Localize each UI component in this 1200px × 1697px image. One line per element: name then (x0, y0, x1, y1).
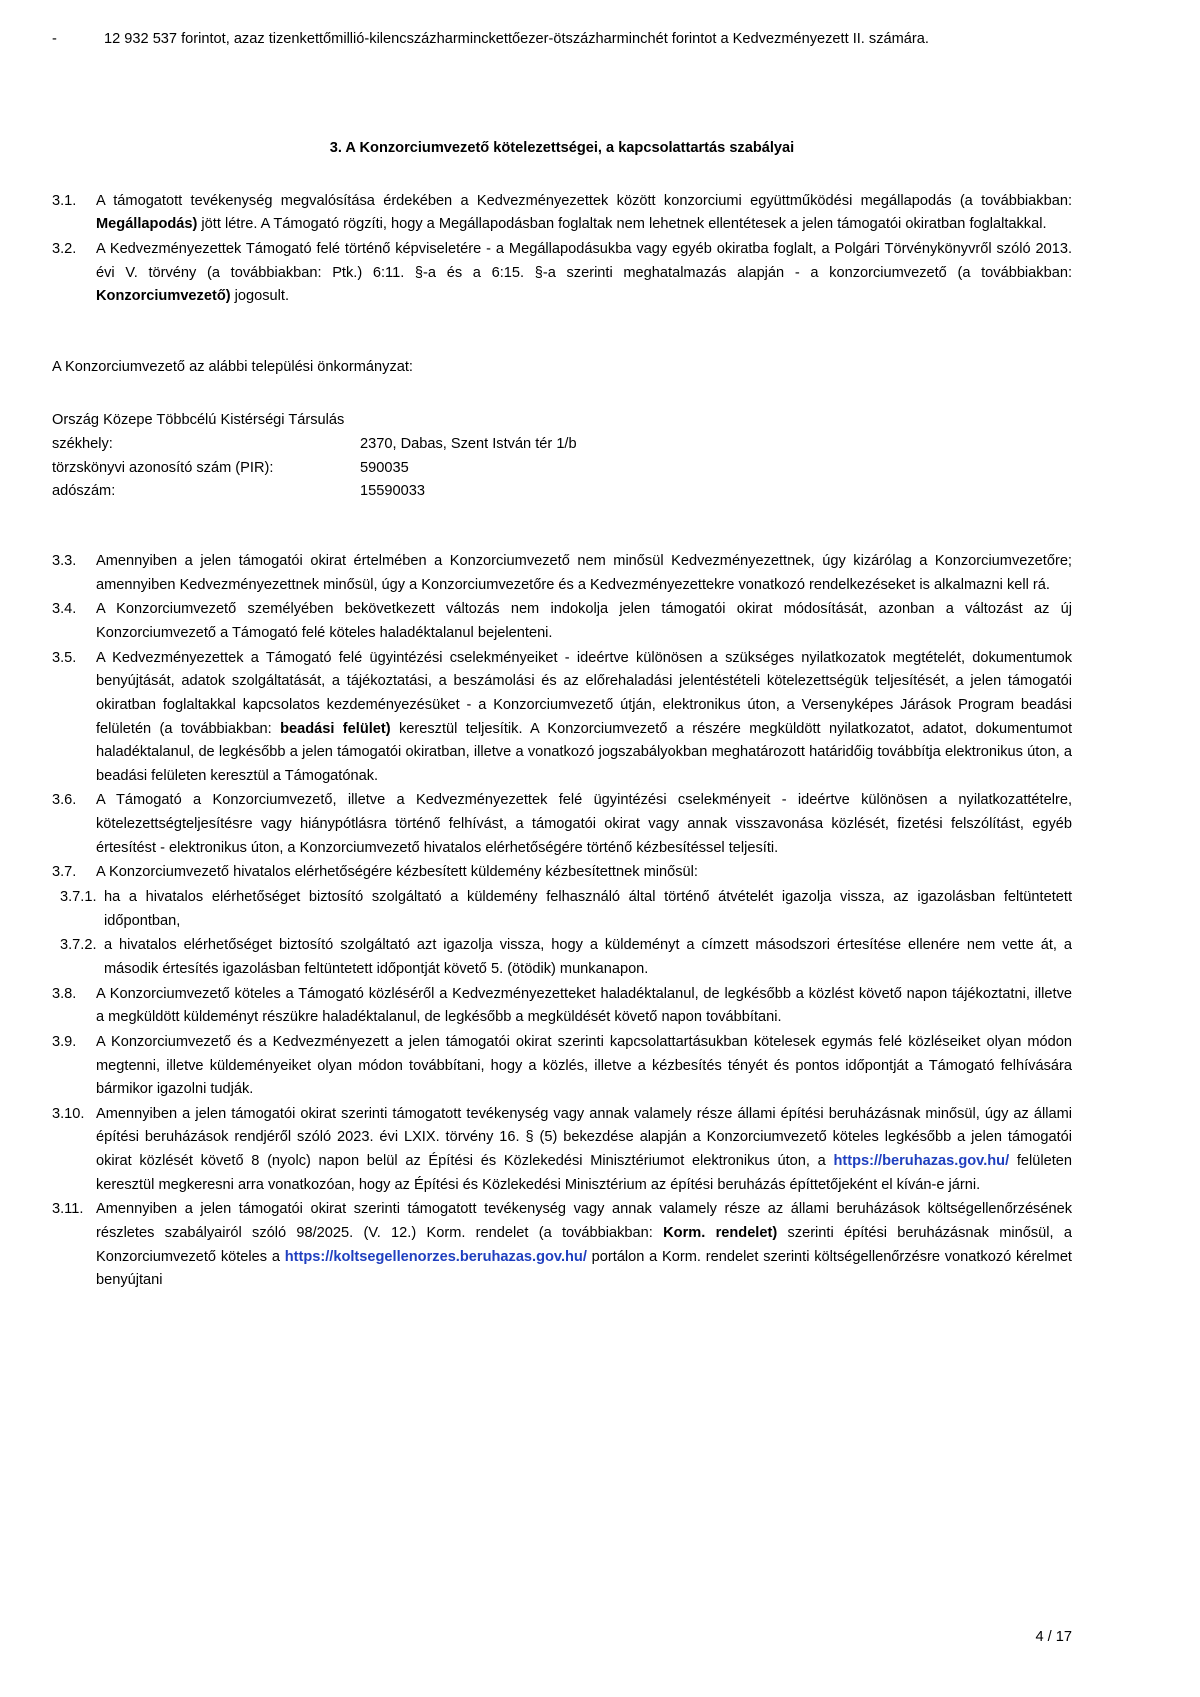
clause-text: portálon a Korm. rendelet szerinti költségellenőrzésre vonatkozó kérelmet benyújtani (96, 1248, 1072, 1289)
clause-text: A támogatott tevékenység megvalósítása érdekében a Kedvezményezettek között konzorciumi együttműködési megállapodás (a továbbiakban: (96, 192, 1072, 209)
clause-text: ha a hivatalos elérhetőséget biztosító szolgáltató a küldemény felhasználó által történő átvételét igazolja vissza, az igazolásban feltüntetett időpontban, (104, 889, 1072, 929)
clause-group-bottom (52, 550, 1072, 1293)
clause-number: 3.8. (52, 985, 77, 1002)
clause-3-8 (52, 983, 1072, 1030)
clause-number: 3.10. (52, 1105, 85, 1122)
clause-number: 3.11. (52, 1201, 84, 1218)
clause-number: 3.7. (52, 864, 77, 881)
organization-rows (52, 433, 1072, 504)
clause-3-7-2 (52, 934, 1072, 981)
clause-body (96, 789, 1072, 860)
organization-detail-label: törzskönyvi azonosító szám (PIR): (52, 459, 274, 476)
spacer (52, 310, 1072, 356)
page-footer (1035, 1629, 1072, 1645)
organization-detail-value: 2370, Dabas, Szent István tér 1/b (360, 436, 577, 453)
organization-detail-row (52, 433, 1072, 457)
organization-detail-label: adószám: (52, 483, 116, 500)
clause-3-7 (52, 861, 1072, 885)
clause-text: A Támogató a Konzorciumvezető, illetve a Kedvezményezettek felé ügyintézési cselekményeit - ideértve különösen a nyilatkozattételre, kötelezettségteljesítésre vagy hiánypótlásra történő felhívást, a támogatói okirat vagy annak visszavonása közlését, fizetési felszólítást, egyéb értesítést - elektronikus úton, a Konzorciumvezető hivatalos elérhetőségére történő kézbesítéssel teljesíti. (96, 792, 1072, 856)
clause-3-11 (52, 1198, 1072, 1293)
clause-number: 3.5. (52, 649, 77, 666)
clause-text: A Konzorciumvezető hivatalos elérhetőségére kézbesített küldemény kézbesítettnek minősül: (96, 864, 698, 881)
clause-text: Amennyiben a jelen támogatói okirat szerinti támogatott tevékenység vagy annak valamely része az állami beruházások költségellenőrzésének részletes szabályairól szóló 98/2025. (V. 12.) Korm. rendelet (a továbbiakban: (96, 1201, 1072, 1241)
clause-text: A Konzorciumvezető köteles a Támogató közléséről a Kedvezményezetteket haladéktalanul, de legkésőbb a közlést követő napon tájékoztatni, illetve a megküldött küldeményt részükre haladéktalanul, de legkésőbb a megküldését követő napon továbbítani. (96, 985, 1072, 1026)
clause-body (96, 1198, 1072, 1293)
footer-total-pages: 17 (1055, 1629, 1072, 1645)
clause-text: szerinti építési beruházásnak minősül, a Konzorciumvezető köteles a (96, 1224, 1072, 1265)
clause-3-4 (52, 598, 1072, 645)
clause-3-5 (52, 647, 1072, 789)
clause-text: keresztül teljesítik. A Konzorciumvezető a részére megküldött nyilatkozatot, adatot, dokumentumot haladéktalanul, de legkésőbb a jelen támogatói okiratban, illetve a vonatkozó jogszabályokban meghatározott határidőig továbbítja elektronikus úton, a beadási felületen keresztül a Támogatónak. (96, 720, 1072, 784)
clause-number: 3.7.2. (60, 937, 97, 954)
clause-3-7-1 (52, 886, 1072, 933)
clause-body (96, 861, 1072, 885)
organization-block (52, 409, 1072, 504)
clause-number: 3.3. (52, 553, 77, 570)
organization-detail-row (52, 480, 1072, 504)
external-link[interactable]: https://koltsegellenorzes.beruhazas.gov.hu/ (284, 1248, 587, 1265)
clause-3-10 (52, 1103, 1072, 1198)
clause-body (96, 1031, 1072, 1102)
clause-text: Amennyiben a jelen támogatói okirat szerinti támogatott tevékenység vagy annak valamely része állami építési beruházásnak minősül, úgy az állami építési beruházások rendjéről szóló 2023. évi LXIX. törvény 16. § (5) bekezdése alapján a Konzorciumvezető köteles legkésőbb a jelen támogatói okirat közlését követő 8 (nyolc) napon belül az Építési és Közlekedési Minisztériumot elektronikus úton, a (96, 1105, 1072, 1170)
clause-text: a hivatalos elérhetőséget biztosító szolgáltató azt igazolja vissza, hogy a küldeményt a címzett másodszori értesítése ellenére nem vette át, a második értesítés igazolásban feltüntetett időpontját követő 5. (ötödik) munkanapon. (104, 937, 1072, 977)
spacer (52, 379, 1072, 409)
clause-body (96, 1103, 1072, 1198)
clause-text: jogosult. (230, 288, 290, 305)
intro-bullet-text: 12 932 537 forintot, azaz tizenkettőmillió-kilencszázharminckettőezer-ötszázharminchét forintot a Kedvezményezett II. számára. (104, 31, 929, 47)
lead-in-paragraph: A Konzorciumvezető az alábbi települési önkormányzat: (52, 358, 413, 375)
clause-text: felületen keresztül megkeresni arra vonatkozóan, hogy az Építési és Közlekedési Minisztérium az építési beruházás építtetőjeként el kíván-e járni. (96, 1153, 1072, 1193)
clause-3-3 (52, 550, 1072, 597)
clause-text: A Kedvezményezettek a Támogató felé ügyintézési cselekményeiket - ideértve különösen a szükséges nyilatkozatok megtételét, dokumentumok benyújtását, adatok szolgáltatását, a tájékoztatási, a beszámolási és az előrehaladási jelentéstételi kötelezettségük teljesítését, a jelen támogatói okiratban foglaltakkal kapcsolatos kezdeményezésüket - a Konzorciumvezető útján, elektronikus úton, a Versenyképes Járások Program beadási felületén (a továbbiakban: (96, 649, 1072, 737)
clause-number: 3.6. (52, 792, 77, 809)
clause-number: 3.1. (52, 192, 77, 209)
clause-body (104, 934, 1072, 981)
clause-text: A Konzorciumvezető személyében bekövetkezett változás nem indokolja jelen támogatói okirat módosítását, azonban a változást az új Konzorciumvezető a Támogató felé köteles haladéktalanul bejelenteni. (96, 601, 1072, 641)
footer-page-number: 4 (1035, 1629, 1044, 1645)
clause-number: 3.9. (52, 1033, 77, 1050)
defined-term: beadási felület) (280, 720, 391, 737)
clause-text: Amennyiben a jelen támogatói okirat értelmében a Konzorciumvezető nem minősül Kedvezményezettnek, úgy kizárólag a Konzorciumvezetőre; amennyiben Kedvezményezettnek minősül, úgy a Konzorciumvezetőre és a Kedvezményezettekre vonatkozó rendelkezéseket is alkalmazni kell rá. (96, 553, 1072, 593)
defined-term: Konzorciumvezető) (96, 288, 231, 305)
clause-number: 3.4. (52, 601, 77, 618)
clause-text: A Konzorciumvezető és a Kedvezményezett a jelen támogatói okirat szerinti kapcsolattartásukban kötelesek egymás felé közléseiket olyan módon megtenni, illetve küldeményeiket olyan módon továbbítani, hogy a közlés, illetve a kézbesítés tényét és pontos időpontját a Támogató felhívására bármikor igazolni tudják. (96, 1033, 1072, 1098)
clause-number: 3.7.1. (60, 889, 97, 906)
clause-text: A Kedvezményezettek Támogató felé történő képviseletére - a Megállapodásukba vagy egyéb okiratba foglalt, a Polgári Törvénykönyvről szóló 2013. évi V. törvény (a továbbiakban: Ptk.) 6:11. §-a és a 6:15. §-a szerinti meghatalmazás alapján - a konzorciumvezető (a továbbiakban: (96, 240, 1072, 281)
clause-body (96, 983, 1072, 1030)
clause-body (104, 886, 1072, 933)
clause-body (96, 647, 1072, 789)
external-link[interactable]: https://beruhazas.gov.hu/ (833, 1153, 1010, 1170)
clause-number: 3.2. (52, 240, 77, 257)
clause-3-9 (52, 1031, 1072, 1102)
clause-body (96, 190, 1072, 237)
clause-3-6 (52, 789, 1072, 860)
organization-detail-value: 590035 (360, 459, 409, 476)
spacer (52, 504, 1072, 550)
defined-term: Megállapodás) (96, 216, 198, 233)
clause-group-top (52, 190, 1072, 309)
organization-name: Ország Közepe Többcélú Kistérségi Társulás (52, 412, 345, 429)
bullet-dash-marker: - (52, 31, 57, 47)
organization-detail-row (52, 457, 1072, 481)
clause-text: jött létre. A Támogató rögzíti, hogy a Megállapodásban foglaltak nem lehetnek ellentétesek a jelen támogatói okiratban foglaltakkal. (197, 216, 1047, 233)
footer-separator: / (1047, 1629, 1052, 1645)
clause-3-2 (52, 238, 1072, 309)
clause-3-1 (52, 190, 1072, 237)
clause-body (96, 598, 1072, 645)
defined-term: Korm. rendelet) (663, 1224, 778, 1241)
organization-detail-value: 15590033 (360, 483, 425, 500)
intro-bullet (52, 28, 1072, 52)
organization-detail-label: székhely: (52, 436, 113, 453)
clause-body (96, 238, 1072, 309)
section-heading: 3. A Konzorciumvezető kötelezettségei, a kapcsolattartás szabályai (329, 139, 795, 156)
clause-body (96, 550, 1072, 597)
